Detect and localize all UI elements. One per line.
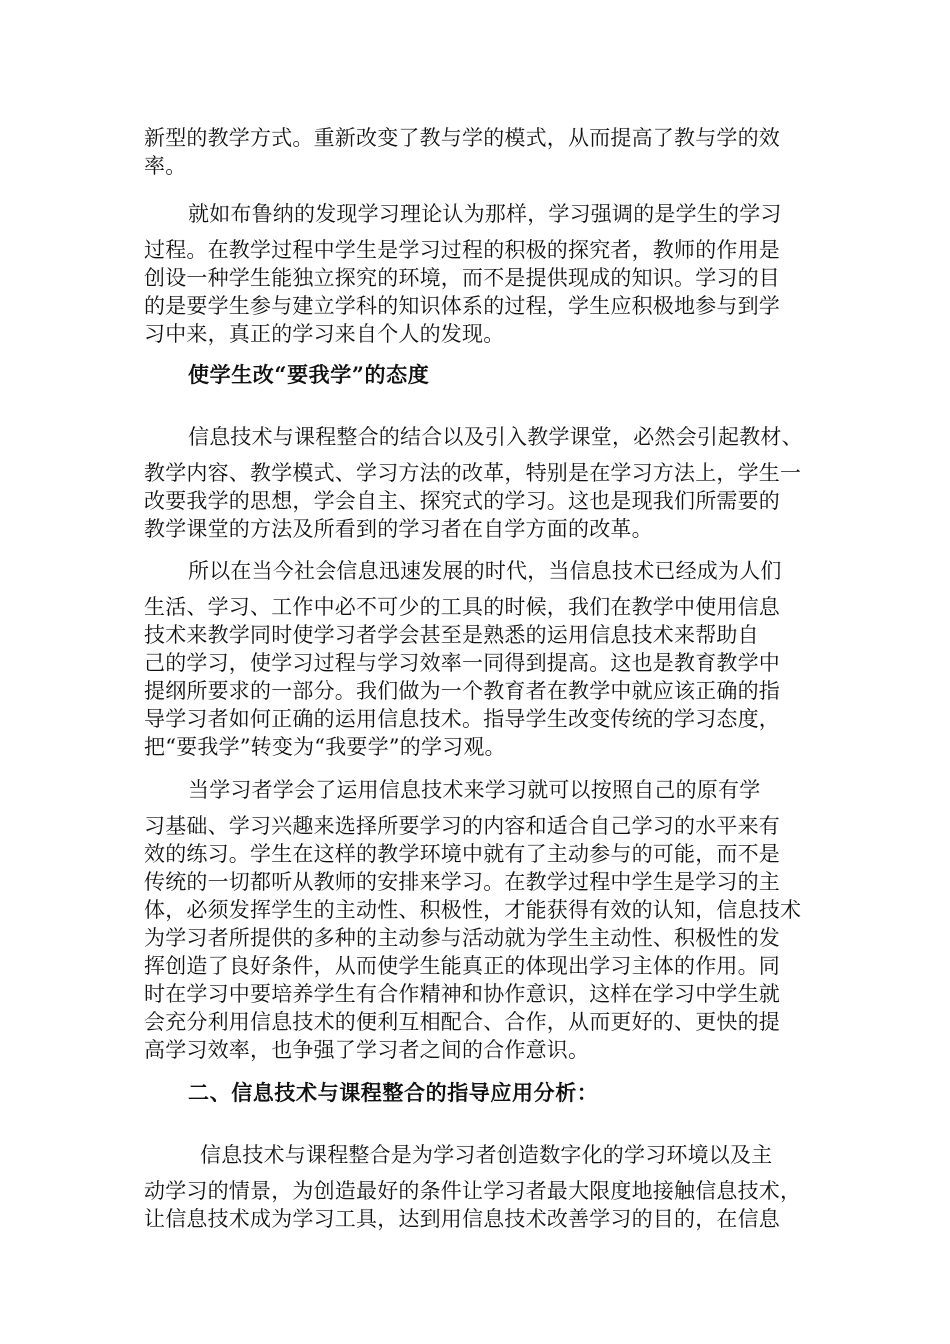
section-heading-two: 二、信息技术与课程整合的指导应用分析：	[188, 1080, 599, 1105]
paragraph-3-line-1: 信息技术与课程整合的结合以及引入教学课堂，必然会引起教材、	[188, 425, 803, 449]
paragraph-2-line-2: 过程。在教学过程中学生是学习过程的积极的探究者，教师的作用是	[144, 238, 780, 262]
paragraph-5-line-6: 为学习者所提供的多种的主动参与活动就为学生主动性、积极性的发	[144, 926, 780, 950]
paragraph-1-line-1: 新型的教学方式。重新改变了教与学的模式，从而提高了教与学的效	[144, 126, 780, 150]
paragraph-4-line-3: 技术来教学同时使学习者学会甚至是熟悉的运用信息技术来帮助自	[144, 623, 759, 647]
paragraph-5-line-5: 体，必须发挥学生的主动性、积极性，才能获得有效的认知，信息技术	[144, 898, 802, 922]
paragraph-3-line-4: 教学课堂的方法及所看到的学习者在自学方面的改革。	[144, 517, 653, 541]
paragraph-4-line-1: 所以在当今社会信息迅速发展的时代，当信息技术已经成为人们	[188, 559, 782, 583]
paragraph-5-line-2: 习基础、学习兴趣来选择所要学习的内容和适合自己学习的水平来有	[144, 814, 780, 838]
paragraph-5-line-1: 当学习者学会了运用信息技术来学习就可以按照自己的原有学	[188, 778, 761, 802]
paragraph-1-line-2: 率。	[144, 154, 187, 178]
paragraph-6-line-2: 动学习的情景，为创造最好的条件让学习者最大限度地接触信息技术，	[144, 1179, 802, 1203]
paragraph-2-line-4: 的是要学生参与建立学科的知识体系的过程，学生应积极地参与到学	[144, 294, 780, 318]
paragraph-4-line-5: 提纲所要求的一部分。我们做为一个教育者在教学中就应该正确的指	[144, 679, 780, 703]
paragraph-6-line-3: 让信息技术成为学习工具，达到用信息技术改善学习的目的，在信息	[144, 1207, 780, 1231]
paragraph-2-line-3: 创设一种学生能独立探究的环境，而不是提供现成的知识。学习的目	[144, 266, 780, 290]
section-heading-attitude: 使学生改“要我学”的态度	[188, 362, 430, 387]
paragraph-6-line-1: 信息技术与课程整合是为学习者创造数字化的学习环境以及主	[200, 1143, 773, 1167]
paragraph-5-line-4: 传统的一切都听从教师的安排来学习。在教学过程中学生是学习的主	[144, 870, 780, 894]
paragraph-2-line-1: 就如布鲁纳的发现学习理论认为那样，学习强调的是学生的学习	[188, 202, 782, 226]
paragraph-2-line-5: 习中来，真正的学习来自个人的发现。	[144, 322, 505, 346]
paragraph-4-line-2: 生活、学习、工作中必不可少的工具的时候，我们在教学中使用信息	[144, 595, 780, 619]
paragraph-3-line-2: 教学内容、教学模式、学习方法的改革，特别是在学习方法上，学生一	[144, 461, 802, 485]
paragraph-5-line-9: 会充分利用信息技术的便利互相配合、合作，从而更好的、更快的提	[144, 1010, 780, 1034]
paragraph-4-line-4: 己的学习，使学习过程与学习效率一同得到提高。这也是教育教学中	[144, 651, 780, 675]
paragraph-5-line-8: 时在学习中要培养学生有合作精神和协作意识，这样在学习中学生就	[144, 982, 780, 1006]
paragraph-5-line-7: 挥创造了良好条件，从而使学生能真正的体现出学习主体的作用。同	[144, 954, 780, 978]
paragraph-3-line-3: 改要我学的思想，学会自主、探究式的学习。这也是现我们所需要的	[144, 489, 780, 513]
paragraph-5-line-10: 高学习效率，也争强了学习者之间的合作意识。	[144, 1038, 590, 1062]
paragraph-5-line-3: 效的练习。学生在这样的教学环境中就有了主动参与的可能，而不是	[144, 842, 780, 866]
paragraph-4-line-6: 导学习者如何正确的运用信息技术。指导学生改变传统的学习态度，	[144, 707, 780, 731]
paragraph-4-line-7: 把“要我学”转变为“我要学”的学习观。	[144, 735, 506, 759]
